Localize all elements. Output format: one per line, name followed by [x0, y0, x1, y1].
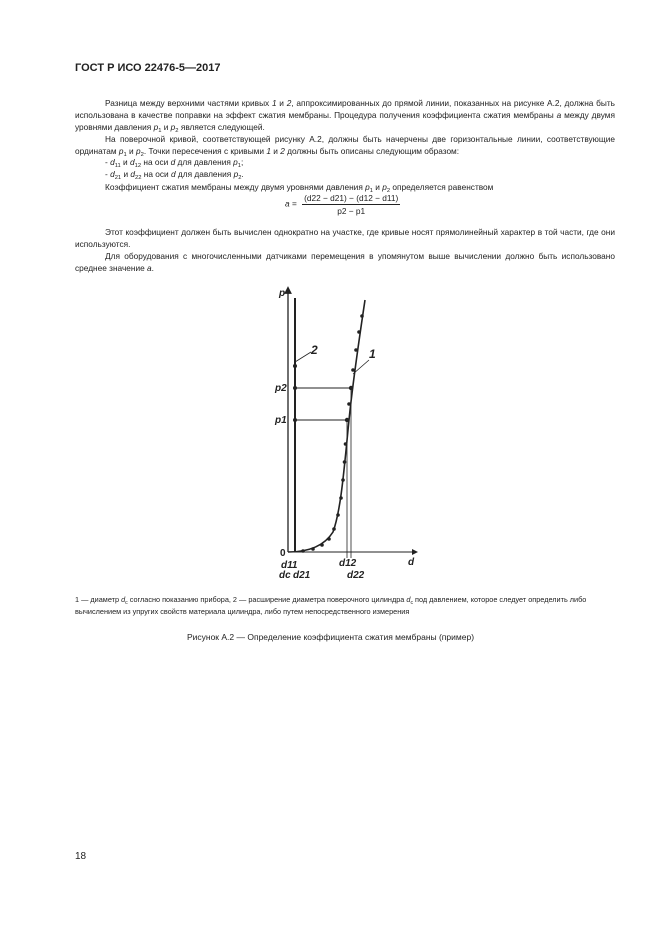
curve-1-marker [344, 442, 348, 446]
x-axis-label: d [408, 557, 415, 568]
document-header: ГОСТ Р ИСО 22476-5—2017 [75, 62, 221, 74]
paragraph-2: На поверочной кривой, соответствующей рисунку А.2, должны быть начерчены две горизонтальные линии, соответствующие ординатам $p_1$ и $p_2$. Точки пересечения с кривыми 1 и 2 должны быть описаны следующим образом: [75, 134, 615, 158]
formula-denominator: p2 − p1 [337, 206, 366, 216]
bullet-item-2: - $d_{21}$ и $d_{22}$ на оси d для давления $p_2$. [105, 169, 244, 181]
paragraph-4: Этот коэффициент должен быть вычислен однократно на участке, где кривые носят прямолинейный характер в той части, где они используются. [75, 227, 615, 249]
formula-numerator: (d22 − d21) − (d12 − d11) [304, 193, 399, 203]
curve-1-marker [332, 527, 336, 531]
curve-1-line [288, 300, 365, 552]
curve-1-marker [360, 314, 364, 318]
bullet-item-1: - $d_{11}$ и $d_{12}$ на оси d для давления $p_1$; [105, 157, 244, 169]
curve-1-marker [357, 330, 361, 334]
curve-1-marker [301, 549, 305, 553]
curve-1-marker [341, 478, 345, 482]
curve-2-leader [295, 352, 311, 362]
p1-label: p1 [275, 415, 287, 426]
curve-1-marker [354, 348, 358, 352]
figure-caption: Рисунок А.2 — Определение коэффициента сжатия мембраны (пример) [186, 632, 475, 642]
curve-2-p1-point [293, 418, 297, 422]
curve-2-p2-point [293, 386, 297, 390]
curve-1-p2-point [349, 386, 353, 390]
figure-note: 1 — диаметр $d_c$ согласно показанию прибора, 2 — расширение диаметра поверочного цилиндра $d_c$ под давлением, которое следует определить либо вычислением из упругих свойств материала цилиндра, либо путем непосредственного измерения [75, 595, 587, 616]
d12-label: d12 [339, 558, 357, 569]
paragraph-3: Коэффициент сжатия мембраны между двумя уровнями давления $p_1$ и $p_2$ определяется равенством [105, 182, 494, 194]
curve-1-marker [347, 402, 351, 406]
curve-1-marker [343, 460, 347, 464]
curve-2-marker [293, 364, 297, 368]
formula-lhs: a = [285, 198, 297, 209]
paragraph-5: Для оборудования с многочисленными датчиками перемещения в упомянутом выше вычислении должно быть использовано среднее значение a. [75, 251, 615, 273]
page-number: 18 [75, 851, 87, 862]
curve-1-marker [320, 543, 324, 547]
curve-1-marker [351, 368, 355, 372]
paragraph-1: Разница между верхними частями кривых 1 и 2, аппроксимированных до прямой линии, показанных на рисунке А.2, должна быть использована в качестве поправки на эффект сжатия мембраны. Процедура получения коэффициента сжатия мембраны a между двумя уровнями давления $p_1$ и $p_2$ является следующей. [75, 98, 616, 134]
formula [285, 193, 400, 216]
d22-label: d22 [347, 570, 365, 580]
calibration-figure [255, 280, 425, 580]
p2-label: p2 [275, 383, 287, 394]
curve-2-label: 2 [311, 343, 318, 357]
d11-label: d11 [281, 560, 298, 571]
d21-label: d21 [293, 570, 311, 580]
curve-1-marker [327, 537, 331, 541]
curve-1-label: 1 [369, 347, 376, 361]
origin-label: 0 [280, 548, 286, 559]
curve-1-marker [339, 496, 343, 500]
dc-label: dc [279, 570, 291, 580]
curve-1-marker [336, 513, 340, 517]
y-axis-label: p [279, 288, 286, 299]
curve-1-p1-point [345, 418, 349, 422]
curve-1-marker [311, 547, 315, 551]
